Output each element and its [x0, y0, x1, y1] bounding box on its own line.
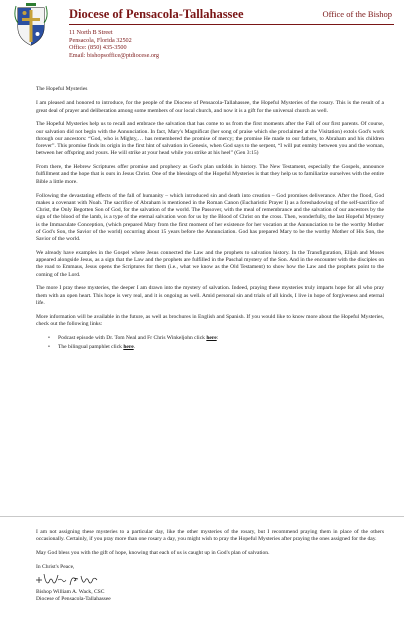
- diocese-name: Diocese of Pensacola-Tallahassee: [69, 7, 244, 21]
- address-block: [69, 29, 159, 59]
- paragraph-hope: The more I pray these mysteries, the deeper I am drawn into the mystery of salvation. Indeed, praying these mysteries truly imparts hope for all who pray them with an open heart. This hope is very real, and it is ongoing as well. Amid personal sin and trials of all kinds, I live in hope of forgiveness and eternal life.: [36, 285, 384, 306]
- podcast-link[interactable]: here: [206, 334, 217, 341]
- podcast-link-text: Podcast episode with Dr. Tom Neal and Fr Chris Winkeljohn click: [58, 334, 207, 341]
- paragraph-intro: I am pleased and honored to introduce, for the people of the Diocese of Pensacola-Tallahassee, the Hopeful Mysteries of the rosary. This is the result of a great deal of prayer and deliberation among some members of our local church, and now it is a gift for the universal church as well.: [36, 100, 384, 114]
- address-city: Pensacola, Florida 32502: [69, 36, 132, 44]
- podcast-link-suffix: :: [216, 334, 219, 341]
- list-item: [48, 344, 384, 351]
- paragraph-gospel: We already have examples in the Gospel where Jesus connected the Law and the prophets to salvation history. In the Transfiguration, Elijah and Moses appeared alongside Jesus, as a sign that the Law and the prophets are fulfilled in the Paschal mystery of the Son. And in the encounter with the disciples on the road to Emmaus, Jesus opens the Scriptures for them (i.e., what we know as the Old Testament) to show how the Law and the prophets point to the coming of the Lord.: [36, 249, 384, 278]
- header-rule: [69, 24, 394, 25]
- links-list: [48, 335, 384, 352]
- diocesan-crest-icon: [13, 3, 49, 47]
- paragraph-scriptures: From there, the Hebrew Scriptures offer promise and prophecy as God's plan unfolds in history. The New Testament, especially the Gospels, announce fulfillment and the hope that is ours in Jesus Christ. One of the blessings of the Hopeful Mysteries is that they help us to familiarize ourselves with the entire Bible a little more.: [36, 164, 384, 185]
- address-street: 11 North B Street: [69, 29, 113, 36]
- letter-closing: [36, 529, 384, 603]
- signer-name: Bishop William A. Wack, CSC: [36, 588, 105, 595]
- paragraph-recommendation: I am not assigning these mysteries to a particular day, like the other mysteries of the rosary, but I recommend praying them in place of the others occasionally. Certainly, if you pray more than one rosary a day, you might wish to pray the Hopeful Mysteries after praying the ones assigned for the day.: [36, 529, 384, 543]
- paragraph-salvation: The Hopeful Mysteries help us to recall and embrace the salvation that has come to us from the first moments after the Fall of our first parents. Of course, our salvation did not begin with the Annunciation. In fact, Mary's Magnificat (her song of praise which she proclaimed at the Visitation) extols God's work through our ancestors: “God, who is Mighty,… has remembered the promise of mercy; the promise He made to our fathers, to Abraham and his children forever”. This promise finds its origin in the first hint of salvation in Genesis, when God says to the serpent, “I will put enmity between you and the woman, between her offspring and yours. He will strike at your head while you strike at his heel” (Gen 3:15): [36, 121, 384, 157]
- letterhead: [13, 3, 394, 63]
- address-phone: Office: (850) 435-3500: [69, 44, 127, 52]
- handwritten-signature: [34, 570, 100, 590]
- office-label: Office of the Bishop: [322, 9, 392, 19]
- signer-title: Diocese of Pensacola-Tallahassee: [36, 595, 111, 602]
- letter-body: [36, 86, 384, 353]
- list-item: [48, 335, 384, 342]
- salutation: In Christ's Peace,: [36, 564, 75, 571]
- address-email[interactable]: Email: bishopsoffice@ptdiocese.org: [69, 51, 160, 59]
- page-break-divider: [0, 516, 404, 517]
- paragraph-blessing: May God bless you with the gift of hope, knowing that each of us is caught up in God's plan of salvation.: [36, 550, 270, 557]
- pamphlet-link-text: The bilingual pamphlet click: [58, 344, 124, 351]
- letter-title: The Hopeful Mysteries: [36, 86, 88, 92]
- paragraph-deliverance: Following the devastating effects of the fall of humanity – which introduced sin and death into creation – God promises deliverance. After the flood, God makes a covenant with Noah. The sacrifice of Abraham is mentioned in the Roman Canon (Eucharistic Prayer I) as a foreshadowing of the self-sacrifice of Christ, the Only Begotten Son of God, for the salvation of the world. The Passover, with the meal of remembrance and the salvation of our ancestors by the sign of the blood of the lamb, is a type of the eternal salvation won for us by the Blood of Christ on the cross. Then, wonderfully, the last Hopeful Mystery is the Immaculate Conception, (which prepared Mary from the first moment of her existence for her vocation at the Annunciation to be the worthy Mother of God's Son, the Savior of the world) occurring about 15 years before the Annunciation. God has prepared Mary to be the worthy Mother of His Son, the Savior of the world.: [36, 192, 384, 243]
- paragraph-more-info: More information will be available in the future, as well as brochures in English and Spanish. If you would like to know more about the Hopeful Mysteries, check out the following links:: [36, 313, 384, 328]
- signature-area: [36, 572, 384, 588]
- pamphlet-link[interactable]: here: [123, 344, 134, 351]
- pamphlet-link-suffix: .: [133, 344, 136, 351]
